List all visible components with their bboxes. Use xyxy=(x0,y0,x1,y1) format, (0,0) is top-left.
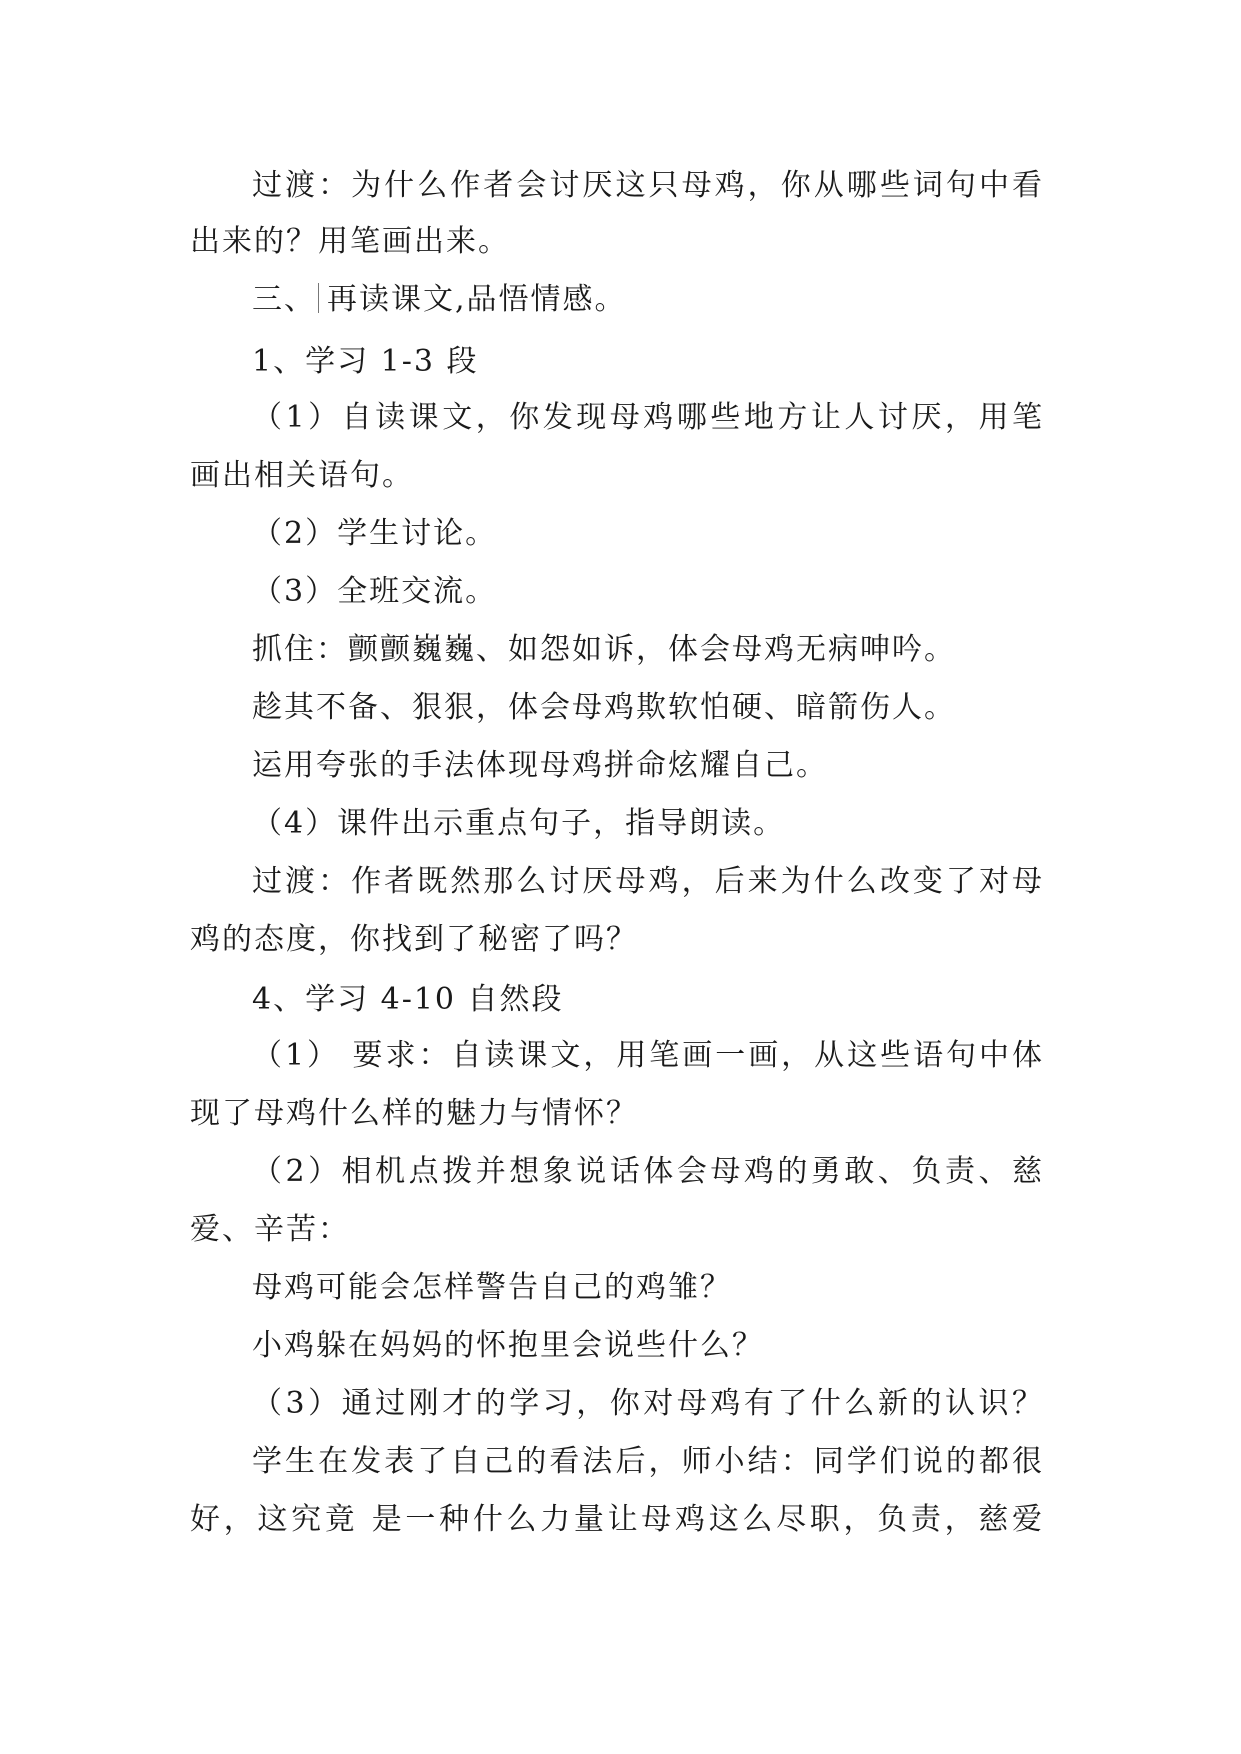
paragraph-line: 出来的？用笔画出来。 xyxy=(190,224,510,259)
paragraph-line: 运用夸张的手法体现母鸡拼命炫耀自己。 xyxy=(252,748,828,783)
paragraph-line: 过渡：作者既然那么讨厌母鸡，后来为什么改变了对母 xyxy=(252,864,1042,899)
paragraph-line: 好，这究竟 是一种什么力量让母鸡这么尽职，负责，慈爱 xyxy=(190,1502,1042,1537)
paragraph-line: 学生在发表了自己的看法后，师小结：同学们说的都很 xyxy=(252,1444,1042,1479)
text-cursor-icon xyxy=(318,283,319,313)
paragraph-line: 抓住：颤颤巍巍、如怨如诉，体会母鸡无病呻吟。 xyxy=(252,632,956,667)
paragraph-line: 母鸡可能会怎样警告自己的鸡雏？ xyxy=(252,1270,732,1305)
paragraph-line: （3）全班交流。 xyxy=(252,574,498,609)
section-heading xyxy=(252,280,627,320)
subsection-heading: 4、学习 4-10 自然段 xyxy=(252,982,564,1017)
paragraph-line: （3）通过刚才的学习，你对母鸡有了什么新的认识？ xyxy=(252,1386,1042,1421)
paragraph-line: （2）学生讨论。 xyxy=(252,516,498,551)
paragraph-line: 趁其不备、狠狠，体会母鸡欺软怕硬、暗箭伤人。 xyxy=(252,690,956,725)
paragraph-line: 小鸡躲在妈妈的怀抱里会说些什么？ xyxy=(252,1328,764,1363)
section-number: 三、 xyxy=(252,282,316,317)
paragraph-line: （1） 要求：自读课文，用笔画一画，从这些语句中体 xyxy=(252,1038,1042,1073)
paragraph-line: （1）自读课文，你发现母鸡哪些地方让人讨厌，用笔 xyxy=(252,400,1042,435)
section-title: 再读课文,品悟情感。 xyxy=(327,282,627,317)
paragraph-line: 现了母鸡什么样的魅力与情怀？ xyxy=(190,1096,638,1131)
paragraph-line: 鸡的态度，你找到了秘密了吗？ xyxy=(190,922,638,957)
paragraph-line: （4）课件出示重点句子，指导朗读。 xyxy=(252,806,786,841)
subsection-heading: 1、学习 1-3 段 xyxy=(252,344,479,379)
paragraph-line: 爱、辛苦： xyxy=(190,1212,350,1247)
paragraph-line: 画出相关语句。 xyxy=(190,458,414,493)
paragraph-line: （2）相机点拨并想象说话体会母鸡的勇敢、负责、慈 xyxy=(252,1154,1042,1189)
paragraph-line: 过渡：为什么作者会讨厌这只母鸡，你从哪些词句中看 xyxy=(252,168,1042,203)
